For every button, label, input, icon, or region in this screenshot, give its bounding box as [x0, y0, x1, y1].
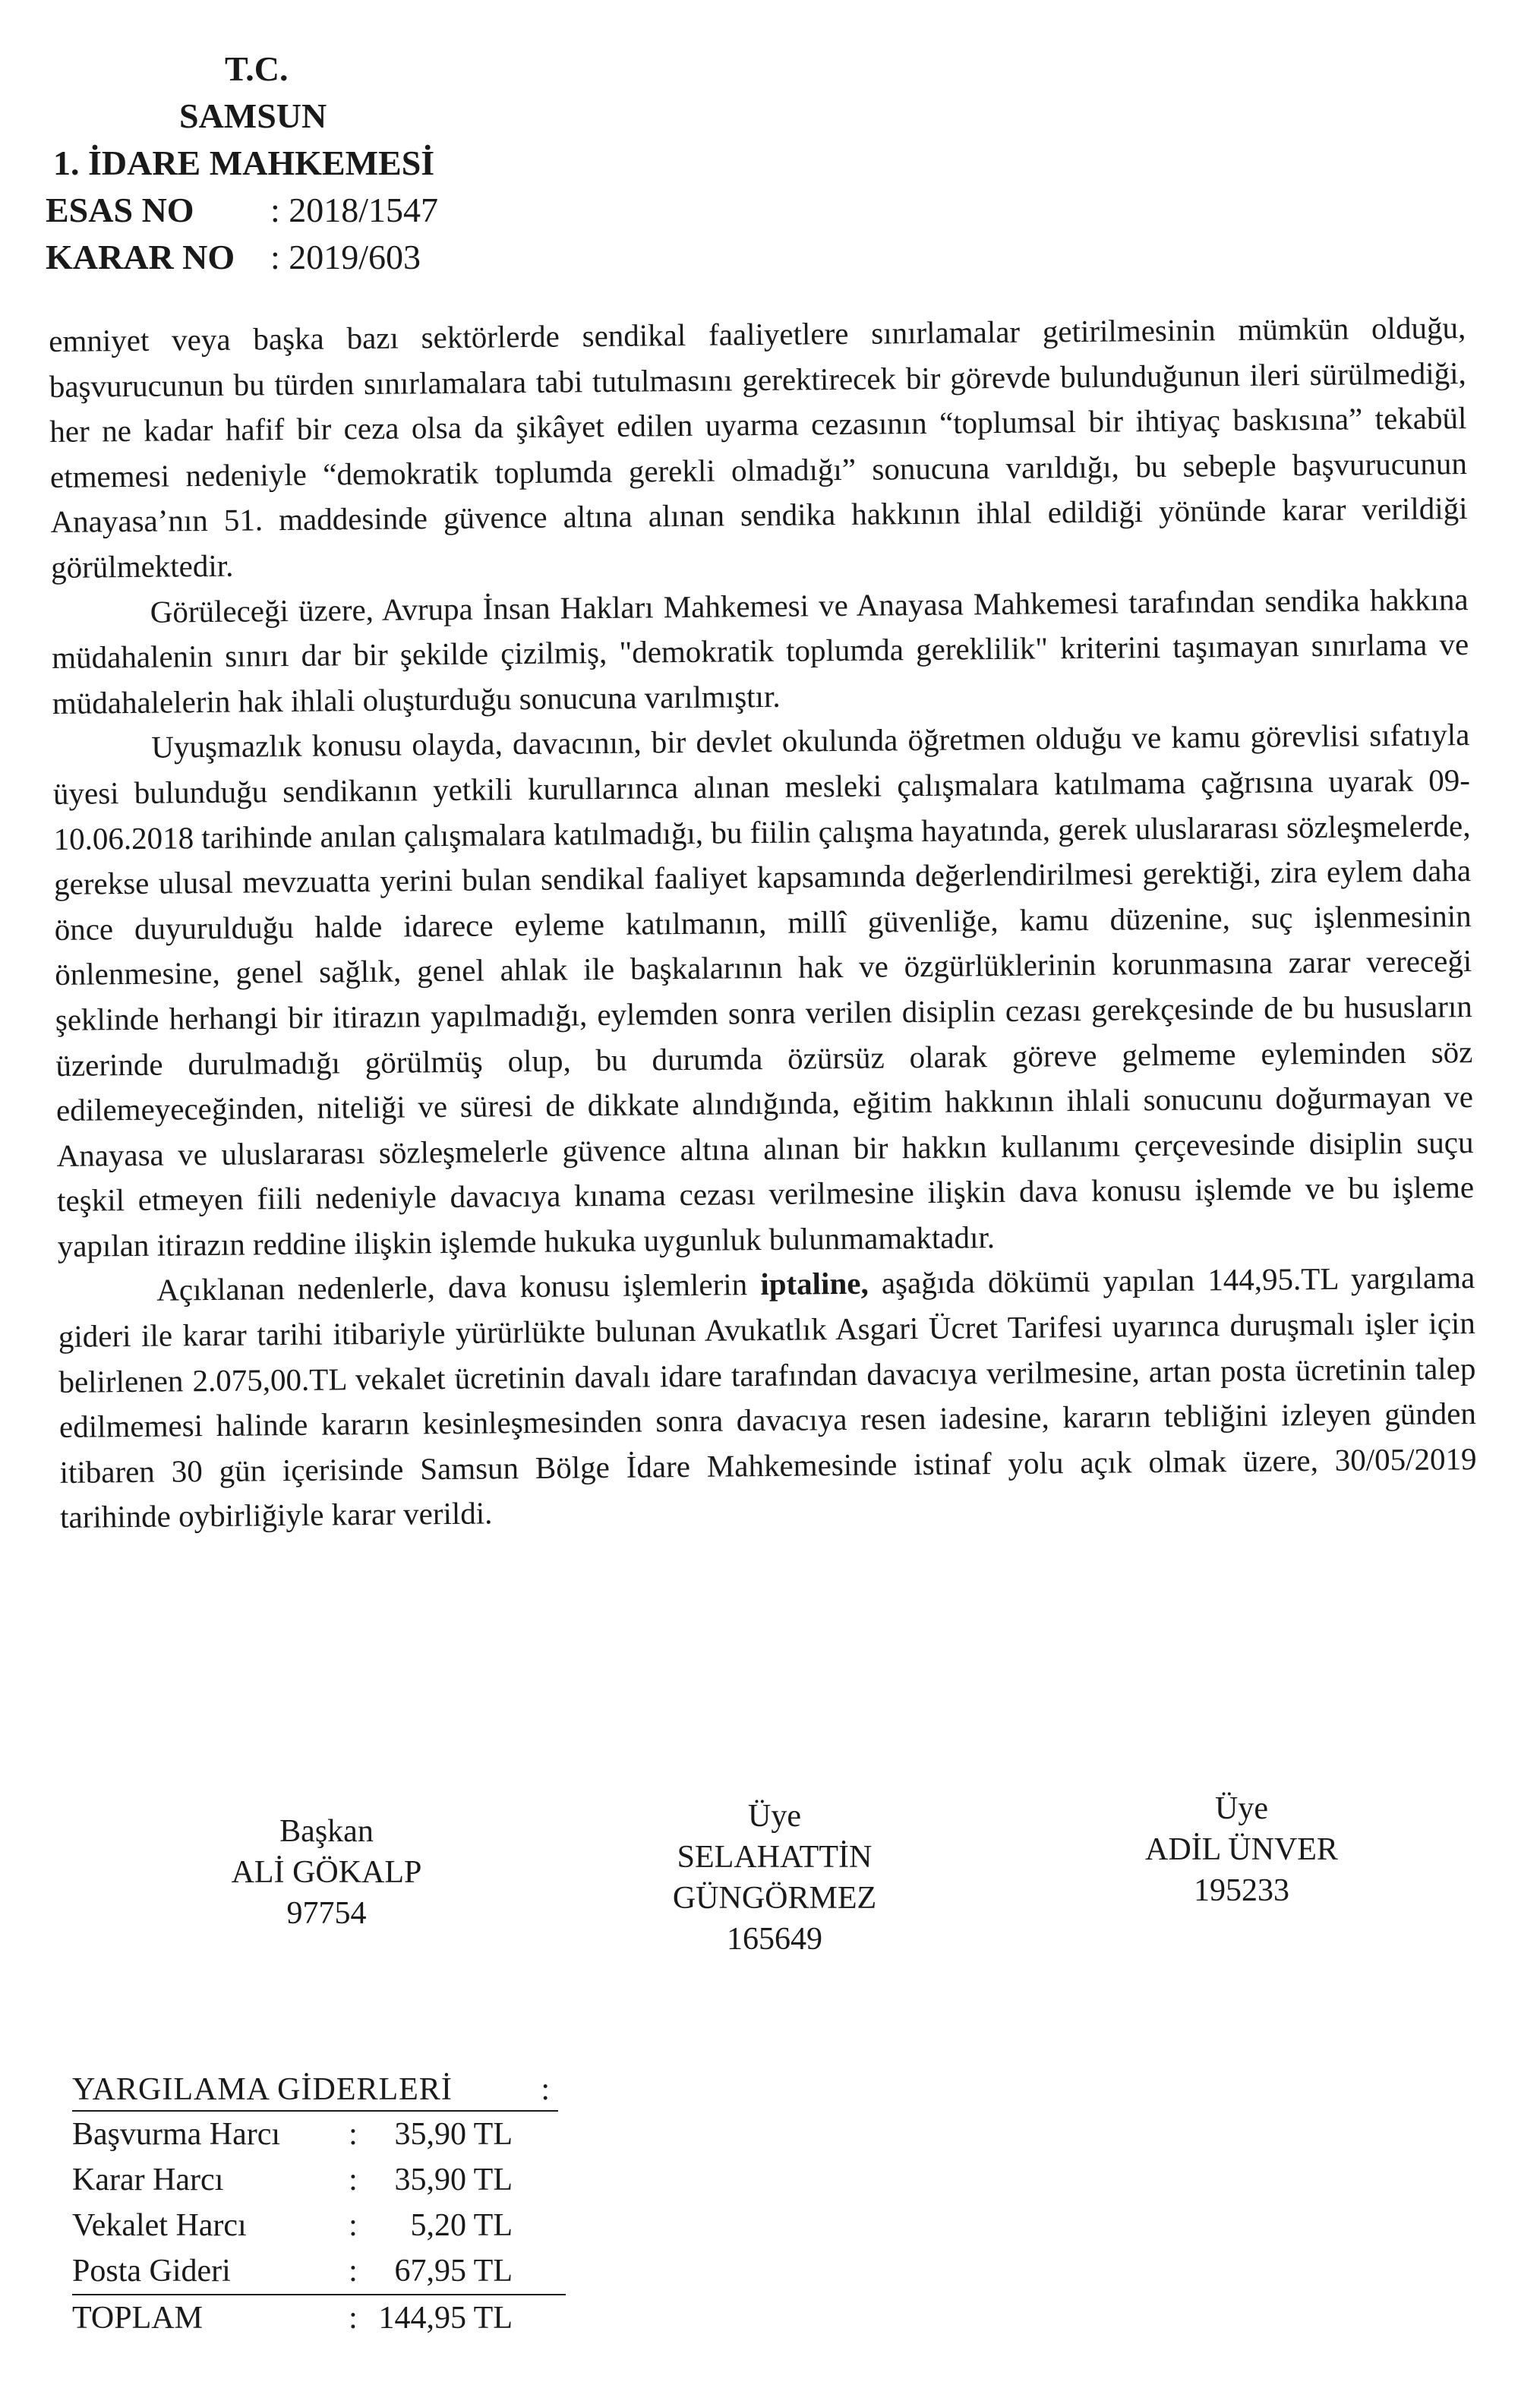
- header-tc: T.C.: [225, 49, 289, 88]
- cost-row: [72, 2203, 566, 2248]
- cost-row: [72, 2248, 566, 2294]
- esas-label: ESAS NO: [46, 191, 194, 229]
- final-text-after: aşağıda dökümü yapılan 144,95.TL yargılama gideri ile karar tarihi itibariyle yürürlükte bulunan Avukatlık Asgari Ücret Tarifesi uyarınca duruşmalı işler için belirlenen 2.075,00.TL vekalet ücretinin davalı idare tarafından davacıya verilmesine, artan posta ücretinin talep edilmemesi halinde kararın kesinleşmesinden sonra davacıya resen iadesine, kararın tebliğini izleyen günden itibaren 30 gün içerisinde Samsun Bölge İdare Mahkemesinde istinaf yolu açık olmak üzere, 30/05/2019 tarihinde oybirliğiyle karar verildi.: [58, 1260, 1477, 1535]
- paragraph-2: Görüleceği üzere, Avrupa İnsan Hakları Mahkemesi ve Anayasa Mahkemesi tarafından sendika hakkına müdahalenin sınırı dar bir şekilde çizilmiş, "demokratik toplumda gereklilik" kriterini taşımayan sınırlama ve müdahalelerin hak ihlali oluşturduğu sonucuna varılmıştır.: [52, 581, 1469, 721]
- paragraph-final: [58, 1255, 1477, 1540]
- cost-title-text: YARGILAMA GİDERLERİ: [72, 2072, 453, 2107]
- cost-colon: :: [349, 2254, 358, 2289]
- cost-label: Posta Gideri: [72, 2254, 231, 2289]
- cost-value: 67,95 TL: [394, 2254, 513, 2289]
- cost-value: 35,90 TL: [394, 2163, 513, 2197]
- signature-role: Üye: [748, 1799, 801, 1834]
- signature-number: 165649: [727, 1922, 822, 1957]
- cost-total-value: 144,95 TL: [378, 2301, 513, 2336]
- karar-label: KARAR NO: [46, 238, 235, 276]
- signature-role: Üye: [1215, 1791, 1268, 1826]
- paragraph-3: Uyuşmazlık konusu olayda, davacının, bir devlet okulunda öğretmen olduğu ve kamu görevlisi sıfatıyla üyesi bulunduğu sendikanın yetkili kurullarınca alınan mesleki çalışmalara katılmama çağrısına uyarak 09-10.06.2018 tarihinde anılan çalışmalara katılmadığı, bu fiilin çalışma hayatında, gerek uluslararası sözleşmelerde, gerekse ulusal mevzuatta yerini bulan sendikal faaliyet kapsamında değerlendirilmesi gerektiği, zira eylem daha önce duyurulduğu halde idarece eyleme katılmanın, millî güvenliğe, kamu düzenine, suç işlenmesinin önlenmesine, genel sağlık, genel ahlak ile başkalarının hak ve özgürlüklerinin korunmasına zarar vereceği şeklinde herhangi bir itirazın yapılmadığı, eylemden sonra verilen disiplin cezası gerekçesinde de bu hususların üzerinde durulmadığı görülmüş olup, bu durumda özürsüz olarak göreve gelmeme eyleminden söz edilemeyeceğinden, niteliği ve süresi de dikkate alındığında, eğitim hakkının ihlali sonucunu doğurmayan ve Anayasa ve uluslararası sözleşmelerle güvence altına alınan bir hakkın kullanımı çerçevesinde disiplin suçu teşkil etmeyen fiili nedeniyle davacıya kınama cezası verilmesine ilişkin dava konusu işlemde ve bu işleme yapılan itirazın reddine ilişkin işlemde hukuka uygunluk bulunmamaktadır.: [52, 717, 1475, 1263]
- cost-colon: :: [349, 2163, 358, 2197]
- cost-total-colon: :: [349, 2301, 358, 2336]
- signature-number: 195233: [1194, 1873, 1289, 1908]
- signature-surname: GÜNGÖRMEZ: [672, 1881, 877, 1916]
- signature-role: Başkan: [279, 1814, 374, 1849]
- cost-value: 5,20 TL: [410, 2208, 513, 2243]
- cost-label: Karar Harcı: [72, 2163, 224, 2197]
- karar-value: : 2019/603: [270, 238, 421, 276]
- cost-table-title: [72, 2069, 558, 2112]
- cost-row: [72, 2112, 566, 2157]
- cost-title-colon: :: [541, 2072, 551, 2107]
- signature-name: ALİ GÖKALP: [231, 1855, 422, 1890]
- court-header: [46, 46, 438, 281]
- esas-row: [46, 187, 438, 234]
- signature-member-1: [645, 1796, 904, 1960]
- cost-colon: :: [349, 2208, 358, 2243]
- final-text-before: Açıklanan nedenlerle, dava konusu işlemlerin: [156, 1267, 761, 1308]
- header-city: SAMSUN: [179, 96, 327, 135]
- cost-label: Başvurma Harcı: [72, 2117, 281, 2152]
- cost-label: Vekalet Harcı: [72, 2208, 247, 2243]
- cost-colon: :: [349, 2117, 358, 2152]
- cost-table: [72, 2069, 566, 2341]
- signature-name: ADİL ÜNVER: [1145, 1832, 1338, 1867]
- karar-row: [46, 234, 438, 281]
- signature-number: 97754: [286, 1896, 367, 1931]
- header-court: 1. İDARE MAHKEMESİ: [53, 144, 435, 182]
- cost-total-label: TOPLAM: [72, 2301, 203, 2336]
- signature-president: [220, 1811, 433, 1934]
- cost-row: [72, 2157, 566, 2203]
- decision-body: [49, 305, 1477, 1541]
- final-text-bold: iptaline,: [760, 1266, 869, 1302]
- cost-value: 35,90 TL: [394, 2117, 513, 2152]
- esas-value: : 2018/1547: [270, 191, 439, 229]
- signature-name: SELAHATTİN: [677, 1840, 873, 1875]
- paragraph-1: emniyet veya başka bazı sektörlerde sendikal faaliyetlere sınırlamalar getirilmesinin mümkün olduğu, başvurucunun bu türden sınırlamalara tabi tutulmasını gerektirecek bir görevde bulunduğunun ileri sürülmediği, her ne kadar hafif bir ceza olsa da şikâyet edilen uyarma cezasının “toplumsal bir ihtiyaç baskısına” tekabül etmemesi nedeniyle “demokratik toplumda gerekli olmadığı” sonucuna varıldığı, bu sebeple başvurucunun Anayasa’nın 51. maddesinde güvence altına alınan sendika hakkının ihlal edildiği yönünde karar verildiği görülmektedir.: [49, 310, 1468, 585]
- signature-member-2: [1116, 1788, 1367, 1911]
- cost-total-row: [72, 2294, 566, 2341]
